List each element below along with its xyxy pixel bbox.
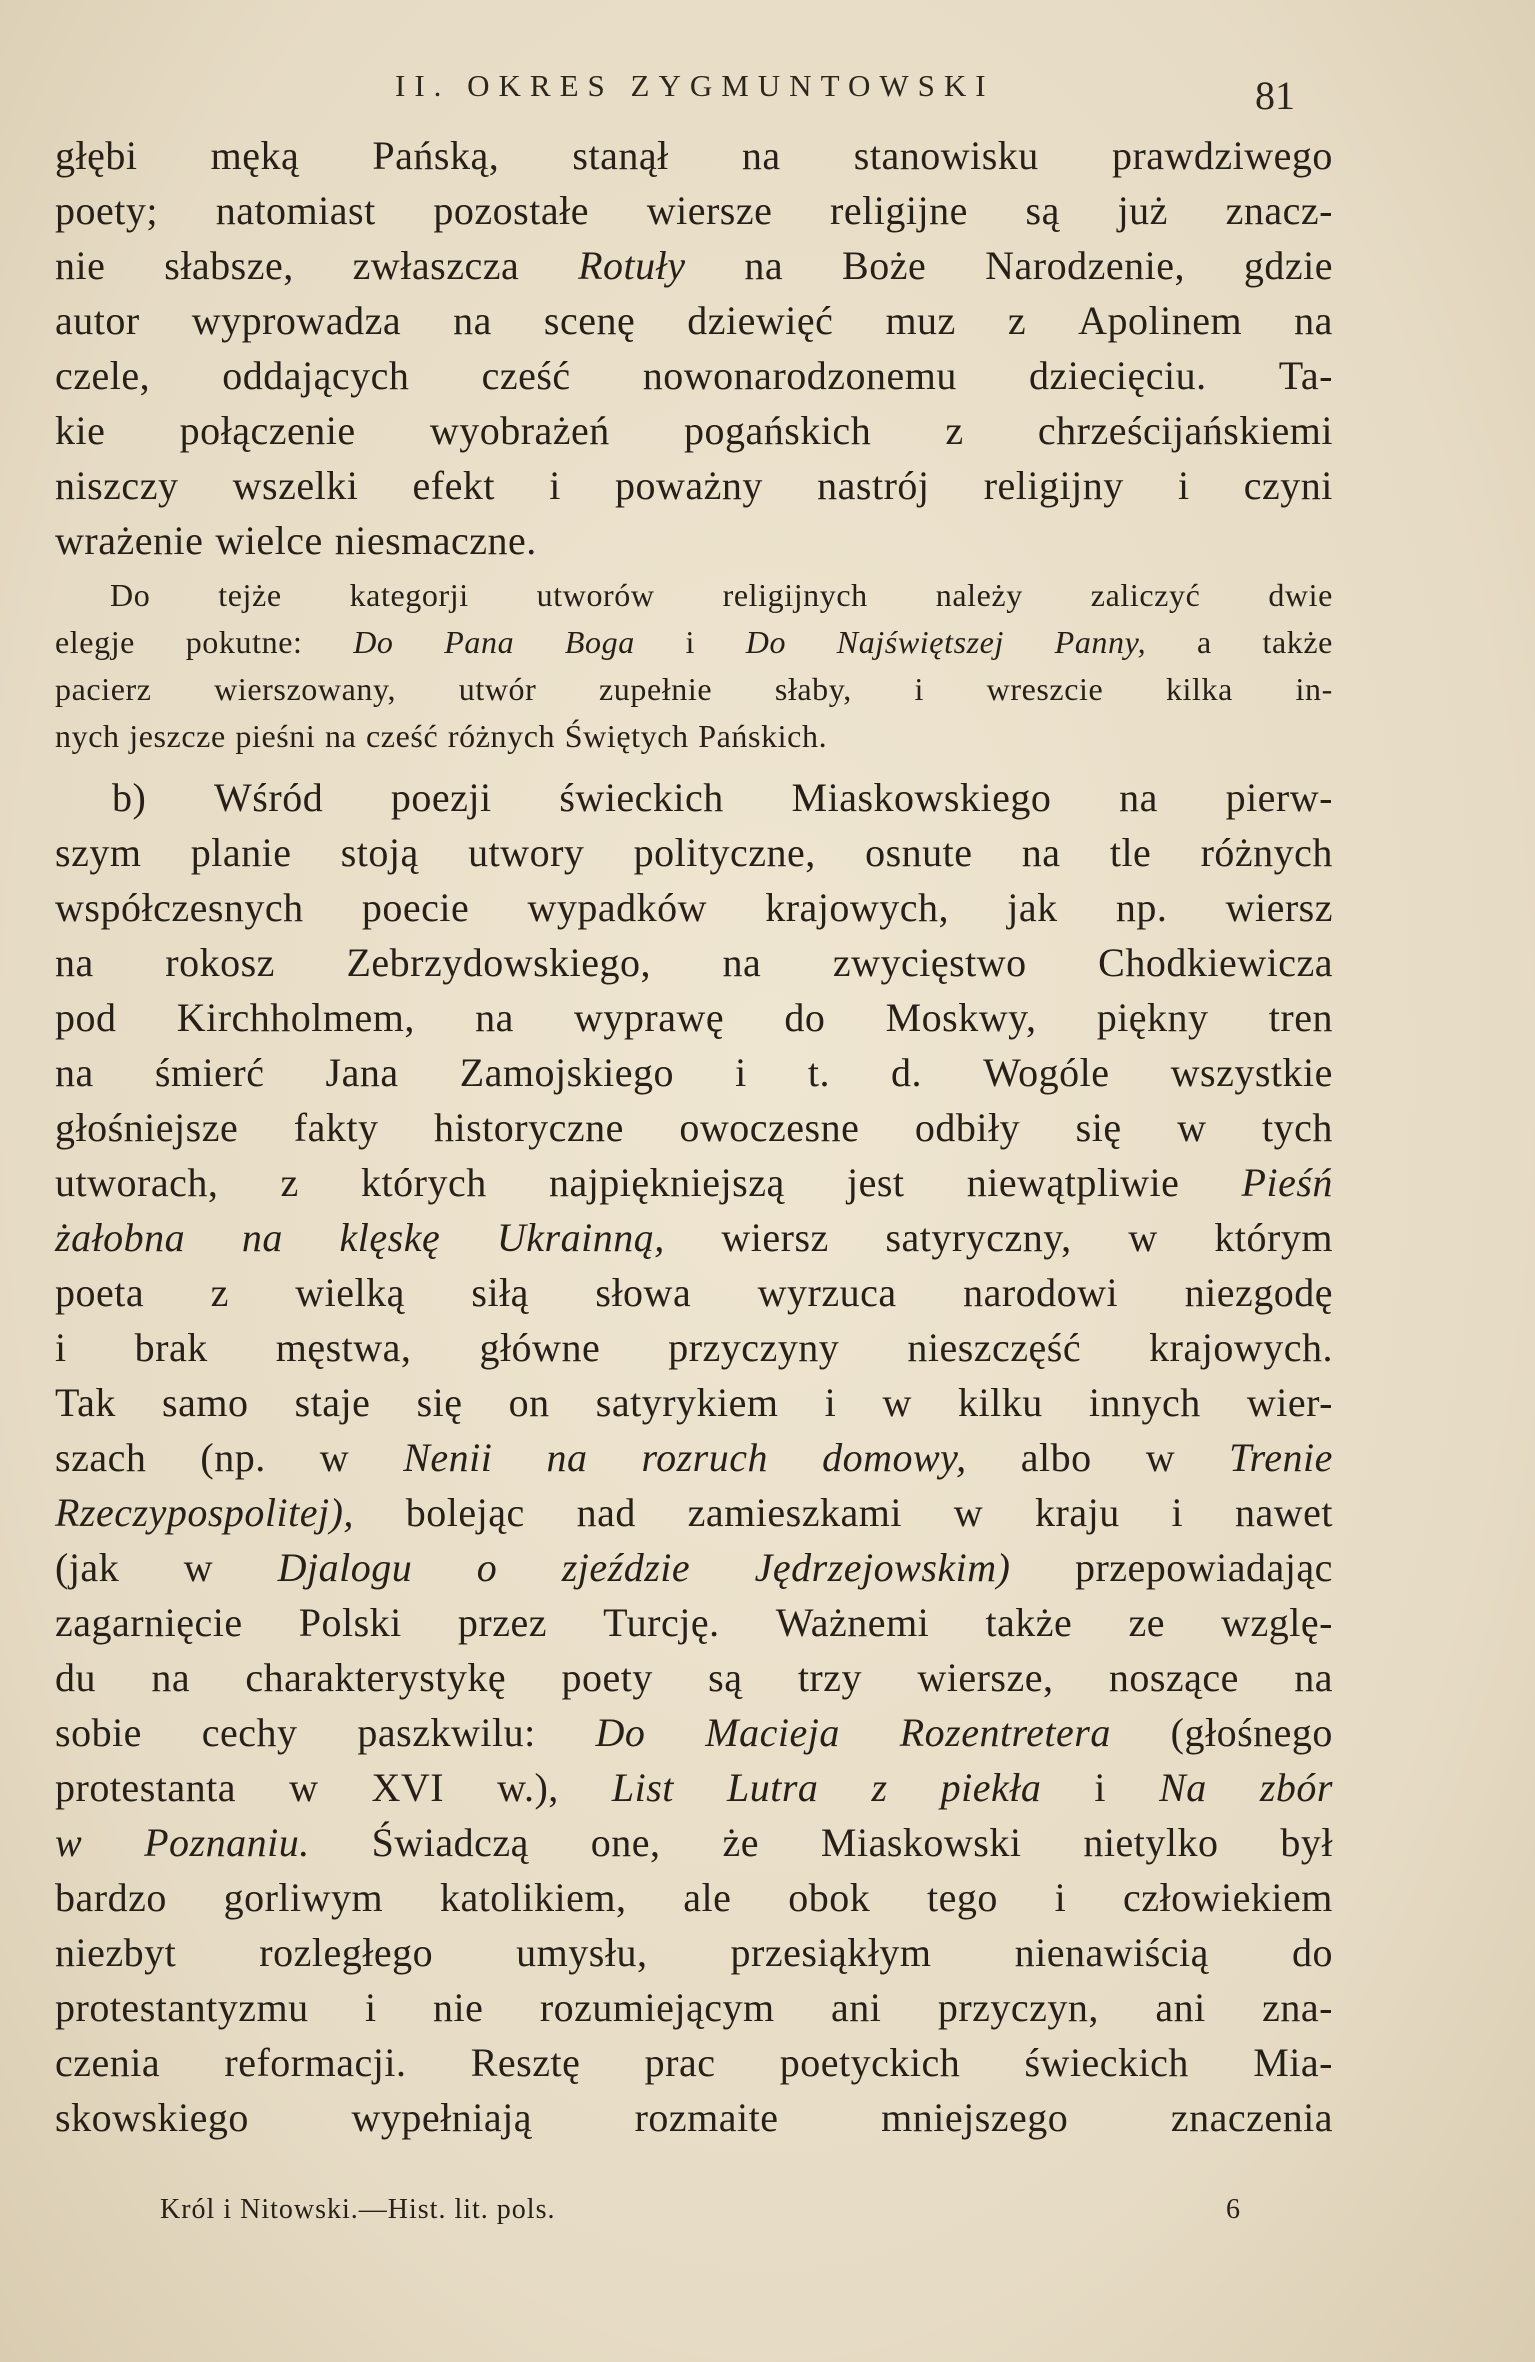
text-line: poeta z wielką siłą słowa wyrzuca narodowi niezgodę: [55, 1270, 1333, 1315]
text-line: utworach, z których najpiękniejszą jest niewątpliwie Pieśń: [55, 1160, 1333, 1205]
text-line: niszczy wszelki efekt i poważny nastrój religijny i czyni: [55, 463, 1333, 508]
text-line: czele, oddających cześć nowonarodzonemu dziecięciu. Ta-: [55, 353, 1333, 398]
text-line: nie słabsze, zwłaszcza Rotuły na Boże Narodzenie, gdzie: [55, 243, 1333, 288]
running-head: II. OKRES ZYGMUNTOWSKI: [395, 68, 995, 103]
paragraph-3: [55, 770, 1333, 2145]
text-line: szach (np. w Nenii na rozruch domowy, albo w Trenie: [55, 1435, 1333, 1480]
text-line: na śmierć Jana Zamojskiego i t. d. Wogóle wszystkie: [55, 1050, 1333, 1095]
signature-mark: Król i Nitowski.—Hist. lit. pols.: [160, 2194, 556, 2225]
text-line: elegje pokutne: Do Pana Boga i Do Najświętszej Panny, a także: [55, 624, 1333, 660]
text-line: głębi męką Pańską, stanął na stanowisku prawdziwego: [55, 133, 1333, 178]
text-line: bardzo gorliwym katolikiem, ale obok tego i człowiekiem: [55, 1875, 1333, 1920]
page-footer: [160, 2194, 1240, 2234]
text-line: nych jeszcze pieśni na cześć różnych Świętych Pańskich.: [55, 718, 828, 754]
text-line: skowskiego wypełniają rozmaite mniejszego znaczenia: [55, 2095, 1333, 2140]
text-line: żałobna na klęskę Ukrainną, wiersz satyryczny, w którym: [55, 1215, 1333, 1260]
text-line: wrażenie wielce niesmaczne.: [55, 518, 537, 563]
page-header: [0, 60, 1535, 120]
text-line: zagarnięcie Polski przez Turcję. Ważnemi także ze wzglę-: [55, 1600, 1333, 1645]
text-line: na rokosz Zebrzydowskiego, na zwycięstwo Chodkiewicza: [55, 940, 1333, 985]
paragraph-1: [55, 128, 1333, 568]
text-line: niezbyt rozległego umysłu, przesiąkłym nienawiścią do: [55, 1930, 1333, 1975]
text-line: pacierz wierszowany, utwór zupełnie słaby, i wreszcie kilka in-: [55, 671, 1333, 707]
page-number: 81: [1255, 73, 1295, 118]
body-text: [55, 128, 1333, 2145]
text-line: szym planie stoją utwory polityczne, osnute na tle różnych: [55, 830, 1333, 875]
text-line: czenia reformacji. Resztę prac poetyckich świeckich Mia-: [55, 2040, 1333, 2085]
paragraph-2-small-print: [55, 572, 1333, 760]
text-line: głośniejsze fakty historyczne owoczesne odbiły się w tych: [55, 1105, 1333, 1150]
text-line: protestanta w XVI w.), List Lutra z piekła i Na zbór: [55, 1765, 1333, 1810]
text-line: w Poznaniu. Świadczą one, że Miaskowski nietylko był: [55, 1820, 1333, 1865]
text-line: poety; natomiast pozostałe wiersze religijne są już znacz-: [55, 188, 1333, 233]
text-line: kie połączenie wyobrażeń pogańskich z chrześcijańskiemi: [55, 408, 1333, 453]
text-line: du na charakterystykę poety są trzy wiersze, noszące na: [55, 1655, 1333, 1700]
text-line: Tak samo staje się on satyrykiem i w kilku innych wier-: [55, 1380, 1333, 1425]
text-line: sobie cechy paszkwilu: Do Macieja Rozentretera (głośnego: [55, 1710, 1333, 1755]
text-line: protestantyzmu i nie rozumiejącym ani przyczyn, ani zna-: [55, 1985, 1333, 2030]
sheet-number: 6: [1226, 2194, 1240, 2225]
text-line: Do tejże kategorji utworów religijnych należy zaliczyć dwie: [110, 577, 1333, 613]
text-line: współczesnych poecie wypadków krajowych, jak np. wiersz: [55, 885, 1333, 930]
text-line: (jak w Djalogu o zjeździe Jędrzejowskim) przepowiadając: [55, 1545, 1333, 1590]
text-line: Rzeczypospolitej), bolejąc nad zamieszkami w kraju i nawet: [55, 1490, 1333, 1535]
text-line: pod Kirchholmem, na wyprawę do Moskwy, piękny tren: [55, 995, 1333, 1040]
text-line: b) Wśród poezji świeckich Miaskowskiego na pierw-: [112, 775, 1333, 820]
text-line: autor wyprowadza na scenę dziewięć muz z Apolinem na: [55, 298, 1333, 343]
text-line: i brak męstwa, główne przyczyny nieszczęść krajowych.: [55, 1325, 1333, 1370]
